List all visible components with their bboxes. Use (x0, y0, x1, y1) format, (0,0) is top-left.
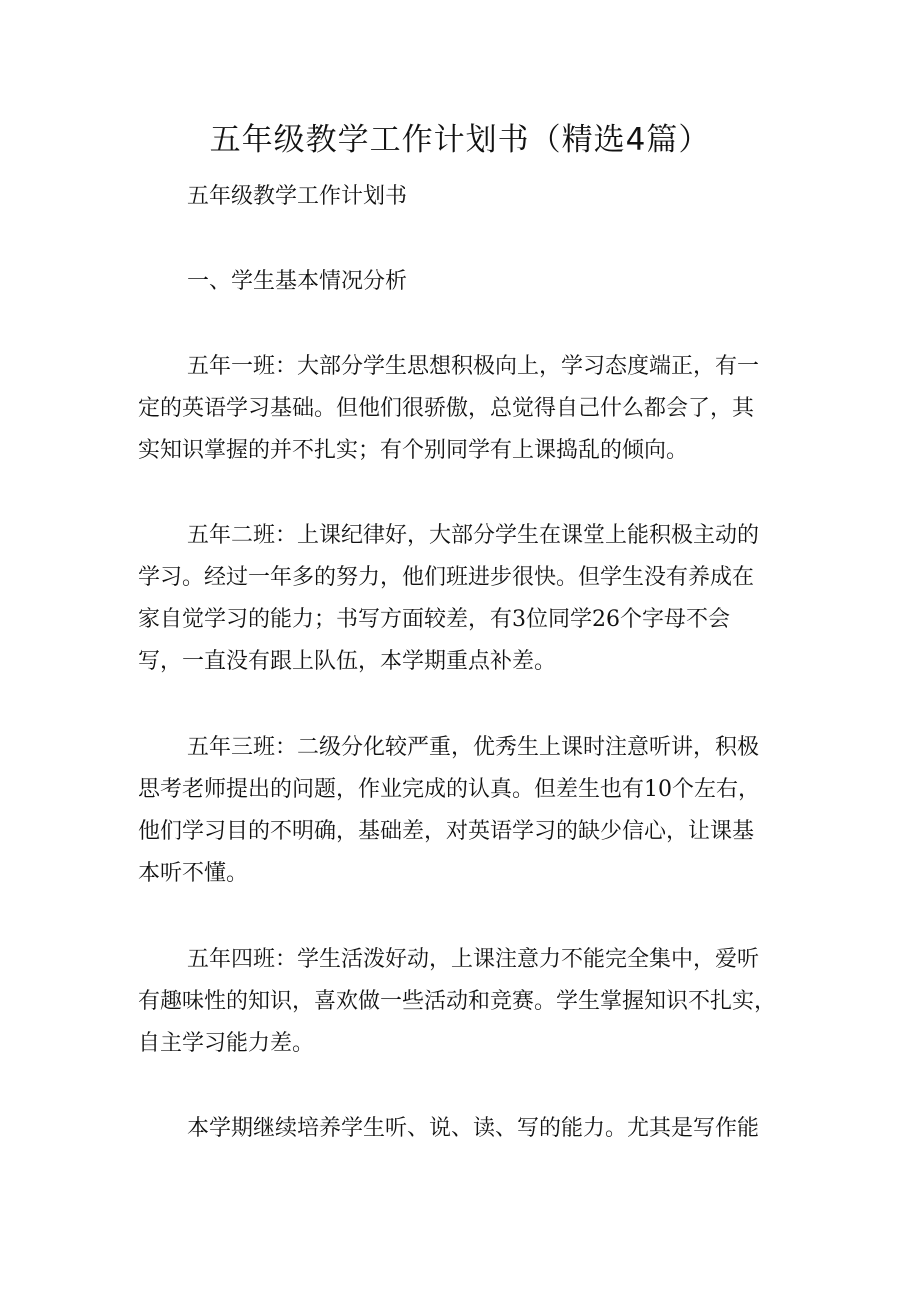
paragraph-class2-line2: 学习。经过一年多的努力，他们班进步很快。但学生没有养成在 (138, 565, 755, 590)
paragraph-class1-line1: 五年一班：大部分学生思想积极向上，学习态度端正，有一 (187, 354, 760, 379)
document-subtitle: 五年级教学工作计划书 (187, 184, 408, 209)
paragraph-class3-line1: 五年三班：二级分化较严重，优秀生上课时注意听讲，积极 (187, 735, 760, 760)
paragraph-class3-line3: 他们学习目的不明确，基础差，对英语学习的缺少信心，让课基 (138, 819, 755, 844)
paragraph-class4-line3: 自主学习能力差。 (138, 1031, 315, 1056)
paragraph-class3-line2: 思考老师提出的问题，作业完成的认真。但差生也有10个左右， (138, 777, 760, 802)
section-heading: 一、学生基本情况分析 (187, 269, 408, 294)
paragraph-class2-line1: 五年二班：上课纪律好，大部分学生在课堂上能积极主动的 (187, 523, 760, 548)
paragraph-class3-line4: 本听不懂。 (138, 861, 249, 886)
paragraph-class1-line3: 实知识掌握的并不扎实；有个别同学有上课捣乱的倾向。 (138, 438, 689, 463)
paragraph-class2-line4: 写，一直没有跟上队伍，本学期重点补差。 (138, 649, 557, 674)
paragraph-class2-line3: 家自觉学习的能力；书写方面较差，有3位同学26个字母不会 (138, 607, 730, 632)
paragraph-semester-line1: 本学期继续培养学生听、说、读、写的能力。尤其是写作能 (187, 1116, 760, 1141)
document-title: 五年级教学工作计划书（精选4篇） (209, 122, 711, 158)
paragraph-class1-line2: 定的英语学习基础。但他们很骄傲，总觉得自己什么都会了，其 (138, 396, 755, 421)
paragraph-class4-line2: 有趣味性的知识，喜欢做一些活动和竞赛。学生掌握知识不扎实， (138, 989, 777, 1014)
paragraph-class4-line1: 五年四班：学生活泼好动，上课注意力不能完全集中，爱听 (187, 947, 760, 972)
